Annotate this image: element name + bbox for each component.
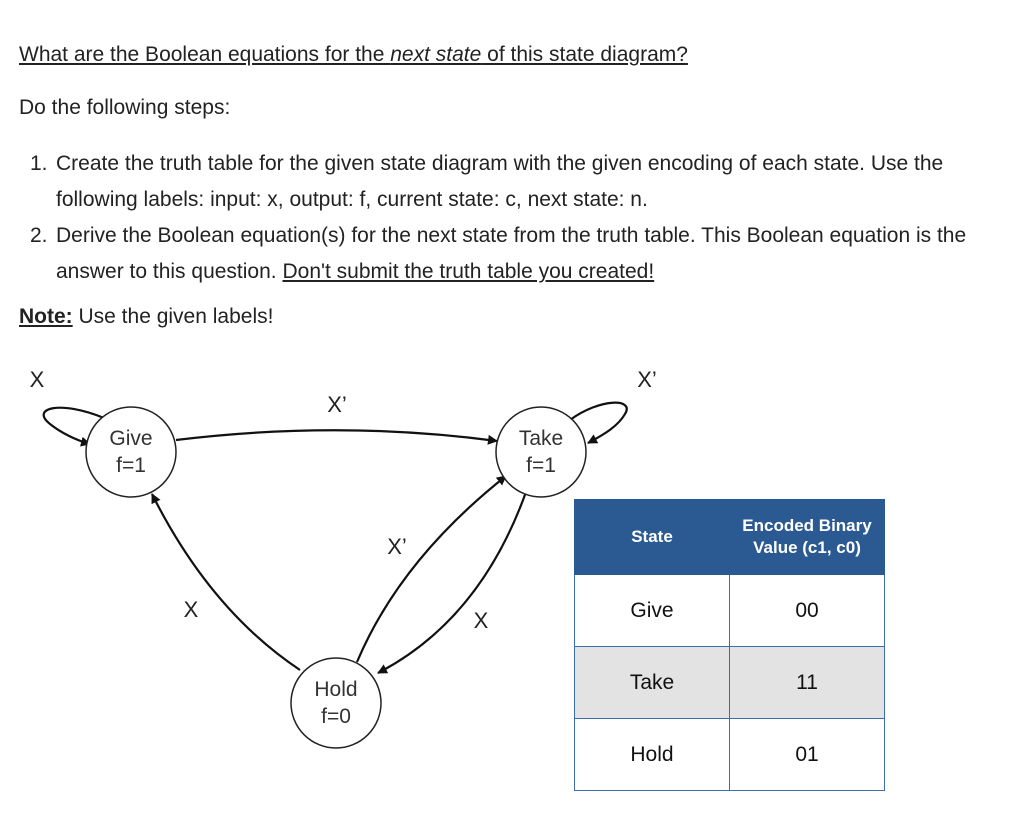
table-row: [575, 719, 885, 791]
table-row: [575, 575, 885, 647]
note-text: Use the given labels!: [72, 305, 274, 328]
encoding-table: [574, 499, 885, 791]
state-give-name: Give: [109, 427, 153, 450]
note: [19, 305, 273, 329]
label-give-self: X: [29, 367, 45, 392]
note-label: Note:: [19, 305, 73, 328]
cell-value: 01: [730, 719, 885, 791]
steps-list: [30, 146, 1024, 290]
table-row: [575, 647, 885, 719]
state-take: [496, 407, 586, 497]
transition-hold-give: [152, 494, 300, 670]
step-1-text: Create the truth table for the given state diagram with the given encoding of each state. Use the following labels: input: x, output: f, current state: c, next state: n.: [56, 152, 944, 211]
step-2-number: 2.: [30, 224, 48, 247]
step-1-number: 1.: [30, 152, 48, 175]
cell-value: 00: [730, 575, 885, 647]
label-hold-take: X’: [387, 534, 407, 559]
cell-state: Take: [575, 647, 730, 719]
intro-text: Do the following steps:: [19, 96, 231, 119]
state-give-output: f=1: [116, 454, 146, 477]
header-encoded-value: Encoded Binary Value (c1, c0): [730, 500, 885, 575]
step-2-warning: Don't submit the truth table you created!: [282, 260, 655, 283]
header-state: State: [575, 500, 730, 575]
state-hold-output: f=0: [321, 705, 351, 728]
question-suffix: of this state diagram?: [481, 43, 688, 66]
label-take-self: X’: [637, 367, 657, 392]
state-hold: [291, 658, 381, 748]
cell-state: Give: [575, 575, 730, 647]
cell-value: 11: [730, 647, 885, 719]
transition-hold-take: [357, 476, 506, 662]
encoding-header-row: [575, 500, 885, 575]
label-take-hold: X: [473, 608, 489, 633]
step-2: [30, 218, 1024, 290]
question-heading: [19, 43, 688, 67]
transition-take-hold: [378, 492, 526, 673]
cell-state: Hold: [575, 719, 730, 791]
state-hold-name: Hold: [314, 678, 358, 701]
label-give-take: X’: [327, 392, 347, 417]
transition-give-take: [176, 430, 497, 441]
state-take-name: Take: [518, 427, 564, 450]
question-prefix: What are the Boolean equations for the: [19, 43, 391, 66]
question-emphasis: next state: [390, 43, 482, 66]
state-take-output: f=1: [526, 454, 556, 477]
step-2-text: Derive the Boolean equation(s) for the next state from the truth table. This Boolean equation is the answer to this question.: [56, 224, 967, 283]
state-give: [86, 407, 176, 497]
step-1: [30, 146, 1024, 218]
label-hold-give: X: [183, 597, 199, 622]
